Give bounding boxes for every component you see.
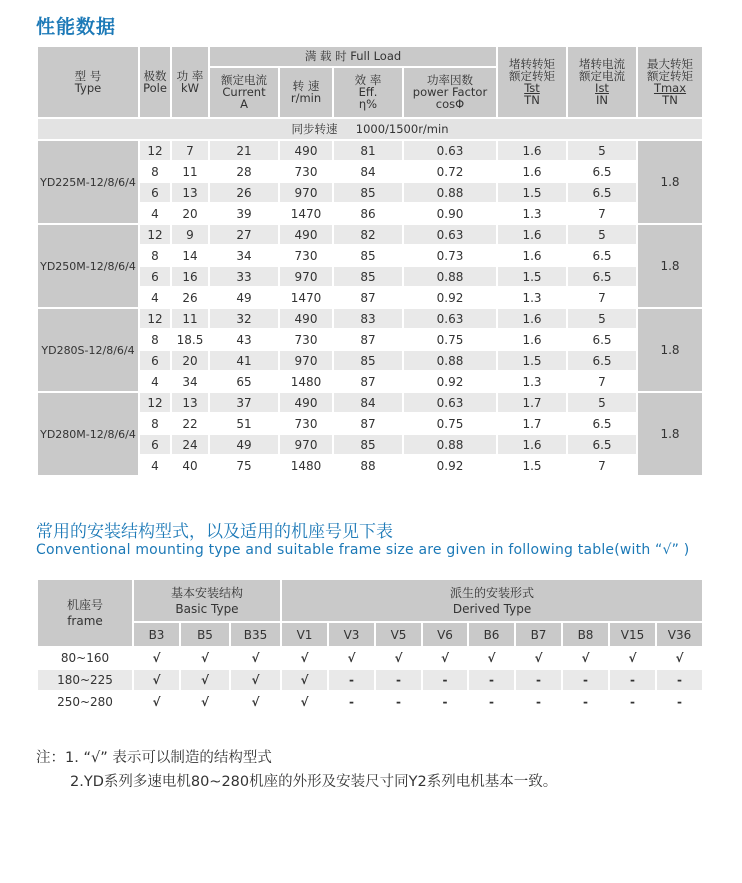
- header-frame: 机座号 frame: [37, 579, 133, 647]
- kw-cell: 20: [171, 203, 209, 224]
- speed-cell: 970: [279, 266, 333, 287]
- eff-cell: 84: [333, 392, 403, 413]
- col-header-v5: V5: [375, 622, 422, 647]
- header-basic-type: 基本安装结构 Basic Type: [133, 579, 281, 622]
- mount-value-cell: √: [281, 691, 328, 713]
- kw-cell: 22: [171, 413, 209, 434]
- mount-value-cell: √: [133, 691, 180, 713]
- col-header-v3: V3: [328, 622, 375, 647]
- mount-value-cell: -: [328, 669, 375, 691]
- tst-cell: 1.6: [497, 224, 567, 245]
- model-cell: YD250M-12/8/6/4: [37, 224, 139, 308]
- tst-cell: 1.7: [497, 392, 567, 413]
- col-header-v6: V6: [422, 622, 468, 647]
- kw-cell: 14: [171, 245, 209, 266]
- pole-cell: 12: [139, 224, 171, 245]
- eff-cell: 87: [333, 329, 403, 350]
- eff-cell: 81: [333, 140, 403, 161]
- pf-cell: 0.72: [403, 161, 497, 182]
- mount-value-cell: -: [515, 691, 562, 713]
- mount-value-cell: √: [281, 669, 328, 691]
- pf-cell: 0.92: [403, 371, 497, 392]
- mount-value-cell: -: [422, 691, 468, 713]
- pf-cell: 0.63: [403, 224, 497, 245]
- kw-cell: 16: [171, 266, 209, 287]
- col-header-b6: B6: [468, 622, 515, 647]
- ist-cell: 5: [567, 140, 637, 161]
- speed-cell: 970: [279, 350, 333, 371]
- kw-cell: 9: [171, 224, 209, 245]
- current-cell: 21: [209, 140, 279, 161]
- tst-cell: 1.6: [497, 308, 567, 329]
- ist-cell: 7: [567, 455, 637, 476]
- kw-cell: 40: [171, 455, 209, 476]
- pole-cell: 4: [139, 455, 171, 476]
- mount-value-cell: √: [468, 647, 515, 669]
- kw-cell: 11: [171, 161, 209, 182]
- frame-cell: 180~225: [37, 669, 133, 691]
- current-cell: 75: [209, 455, 279, 476]
- mount-value-cell: √: [609, 647, 656, 669]
- eff-cell: 83: [333, 308, 403, 329]
- mount-value-cell: √: [562, 647, 609, 669]
- col-header-b5: B5: [180, 622, 230, 647]
- tst-cell: 1.5: [497, 350, 567, 371]
- current-cell: 34: [209, 245, 279, 266]
- mount-value-cell: √: [328, 647, 375, 669]
- mount-value-cell: -: [609, 669, 656, 691]
- table-row: [37, 392, 703, 413]
- pole-cell: 6: [139, 350, 171, 371]
- current-cell: 37: [209, 392, 279, 413]
- eff-cell: 85: [333, 350, 403, 371]
- mount-value-cell: -: [562, 691, 609, 713]
- current-cell: 27: [209, 224, 279, 245]
- mount-value-cell: √: [180, 691, 230, 713]
- mount-value-cell: √: [375, 647, 422, 669]
- tst-cell: 1.6: [497, 434, 567, 455]
- pf-cell: 0.63: [403, 392, 497, 413]
- ist-cell: 5: [567, 392, 637, 413]
- pole-cell: 6: [139, 182, 171, 203]
- pf-cell: 0.63: [403, 308, 497, 329]
- ist-cell: 5: [567, 308, 637, 329]
- speed-cell: 970: [279, 434, 333, 455]
- table-row: [37, 691, 703, 713]
- current-cell: 39: [209, 203, 279, 224]
- pole-cell: 4: [139, 371, 171, 392]
- current-cell: 49: [209, 434, 279, 455]
- mount-value-cell: √: [230, 691, 281, 713]
- mount-value-cell: -: [656, 691, 703, 713]
- kw-cell: 13: [171, 392, 209, 413]
- kw-cell: 11: [171, 308, 209, 329]
- speed-cell: 1470: [279, 203, 333, 224]
- mount-value-cell: -: [375, 691, 422, 713]
- current-cell: 43: [209, 329, 279, 350]
- speed-cell: 490: [279, 224, 333, 245]
- eff-cell: 87: [333, 371, 403, 392]
- header-tmax: 最大转矩 额定转矩 Tmax TN: [637, 46, 703, 118]
- ist-cell: 6.5: [567, 329, 637, 350]
- speed-cell: 730: [279, 161, 333, 182]
- ist-cell: 5: [567, 224, 637, 245]
- tst-cell: 1.5: [497, 182, 567, 203]
- mount-value-cell: √: [230, 669, 281, 691]
- mounting-table: [36, 578, 704, 714]
- pole-cell: 8: [139, 413, 171, 434]
- header-kw: 功 率 kW: [171, 46, 209, 118]
- eff-cell: 87: [333, 413, 403, 434]
- header-pole: 极数 Pole: [139, 46, 171, 118]
- pf-cell: 0.88: [403, 266, 497, 287]
- notes: [36, 746, 557, 794]
- ist-cell: 7: [567, 287, 637, 308]
- current-cell: 65: [209, 371, 279, 392]
- mount-value-cell: √: [133, 647, 180, 669]
- header-current: 额定电流 Current A: [209, 67, 279, 118]
- current-cell: 28: [209, 161, 279, 182]
- mount-value-cell: √: [281, 647, 328, 669]
- mounting-title: 常用的安装结构型式，以及适用的机座号见下表: [36, 522, 393, 542]
- pf-cell: 0.88: [403, 434, 497, 455]
- pf-cell: 0.90: [403, 203, 497, 224]
- table-row: [37, 308, 703, 329]
- speed-cell: 730: [279, 245, 333, 266]
- section-title: 性能数据: [36, 16, 117, 38]
- ist-cell: 6.5: [567, 266, 637, 287]
- col-header-b35: B35: [230, 622, 281, 647]
- tst-cell: 1.7: [497, 413, 567, 434]
- ist-cell: 6.5: [567, 350, 637, 371]
- mount-value-cell: √: [133, 669, 180, 691]
- speed-cell: 1480: [279, 371, 333, 392]
- ist-cell: 6.5: [567, 161, 637, 182]
- eff-cell: 86: [333, 203, 403, 224]
- tst-cell: 1.5: [497, 266, 567, 287]
- tst-cell: 1.3: [497, 287, 567, 308]
- tst-cell: 1.3: [497, 203, 567, 224]
- mount-value-cell: √: [515, 647, 562, 669]
- col-header-v36: V36: [656, 622, 703, 647]
- speed-cell: 490: [279, 392, 333, 413]
- header-full-load: 满 载 时 Full Load: [209, 46, 497, 67]
- kw-cell: 7: [171, 140, 209, 161]
- pole-cell: 12: [139, 140, 171, 161]
- mount-value-cell: -: [468, 691, 515, 713]
- kw-cell: 34: [171, 371, 209, 392]
- speed-cell: 1480: [279, 455, 333, 476]
- kw-cell: 26: [171, 287, 209, 308]
- kw-cell: 24: [171, 434, 209, 455]
- mount-value-cell: -: [468, 669, 515, 691]
- header-ist: 堵转电流 额定电流 Ist IN: [567, 46, 637, 118]
- speed-cell: 1470: [279, 287, 333, 308]
- speed-cell: 490: [279, 140, 333, 161]
- mount-value-cell: √: [180, 669, 230, 691]
- model-cell: YD225M-12/8/6/4: [37, 140, 139, 224]
- pf-cell: 0.73: [403, 245, 497, 266]
- mount-value-cell: -: [609, 691, 656, 713]
- tst-cell: 1.6: [497, 140, 567, 161]
- mount-value-cell: √: [656, 647, 703, 669]
- current-cell: 41: [209, 350, 279, 371]
- pole-cell: 4: [139, 287, 171, 308]
- pole-cell: 8: [139, 161, 171, 182]
- col-header-b7: B7: [515, 622, 562, 647]
- header-speed: 转 速 r/min: [279, 67, 333, 118]
- mount-value-cell: √: [230, 647, 281, 669]
- model-cell: YD280S-12/8/6/4: [37, 308, 139, 392]
- pf-cell: 0.75: [403, 413, 497, 434]
- note-2: 2.YD系列多速电机80~280机座的外形及安装尺寸同Y2系列电机基本一致。: [70, 774, 558, 790]
- tmax-cell: 1.8: [637, 140, 703, 224]
- sync-speed-value: 1000/1500r/min: [355, 122, 449, 136]
- pole-cell: 12: [139, 392, 171, 413]
- eff-cell: 88: [333, 455, 403, 476]
- current-cell: 26: [209, 182, 279, 203]
- model-cell: YD280M-12/8/6/4: [37, 392, 139, 476]
- pole-cell: 6: [139, 434, 171, 455]
- table-row: [37, 669, 703, 691]
- pole-cell: 8: [139, 329, 171, 350]
- sync-speed-row: [37, 118, 703, 140]
- current-cell: 49: [209, 287, 279, 308]
- sync-speed-label: 同步转速: [291, 122, 338, 136]
- col-header-v15: V15: [609, 622, 656, 647]
- pf-cell: 0.92: [403, 287, 497, 308]
- pf-cell: 0.88: [403, 182, 497, 203]
- speed-cell: 490: [279, 308, 333, 329]
- ist-cell: 6.5: [567, 434, 637, 455]
- eff-cell: 82: [333, 224, 403, 245]
- header-tst: 堵转转矩 额定转矩 Tst TN: [497, 46, 567, 118]
- ist-cell: 6.5: [567, 245, 637, 266]
- frame-cell: 80~160: [37, 647, 133, 669]
- pole-cell: 8: [139, 245, 171, 266]
- speed-cell: 730: [279, 413, 333, 434]
- ist-cell: 7: [567, 371, 637, 392]
- eff-cell: 85: [333, 266, 403, 287]
- pf-cell: 0.92: [403, 455, 497, 476]
- mount-value-cell: -: [375, 669, 422, 691]
- table-row: [37, 647, 703, 669]
- mount-value-cell: -: [562, 669, 609, 691]
- ist-cell: 7: [567, 203, 637, 224]
- mount-value-cell: -: [422, 669, 468, 691]
- eff-cell: 84: [333, 161, 403, 182]
- header-eff: 效 率 Eff. η%: [333, 67, 403, 118]
- tmax-cell: 1.8: [637, 392, 703, 476]
- tmax-cell: 1.8: [637, 308, 703, 392]
- mount-value-cell: -: [328, 691, 375, 713]
- mount-value-cell: -: [656, 669, 703, 691]
- eff-cell: 85: [333, 434, 403, 455]
- mount-value-cell: -: [515, 669, 562, 691]
- pf-cell: 0.88: [403, 350, 497, 371]
- pf-cell: 0.75: [403, 329, 497, 350]
- speed-cell: 730: [279, 329, 333, 350]
- eff-cell: 85: [333, 245, 403, 266]
- current-cell: 51: [209, 413, 279, 434]
- kw-cell: 20: [171, 350, 209, 371]
- kw-cell: 18.5: [171, 329, 209, 350]
- pole-cell: 12: [139, 308, 171, 329]
- current-cell: 33: [209, 266, 279, 287]
- pf-cell: 0.63: [403, 140, 497, 161]
- table-row: [37, 140, 703, 161]
- col-header-b3: B3: [133, 622, 180, 647]
- tmax-cell: 1.8: [637, 224, 703, 308]
- frame-cell: 250~280: [37, 691, 133, 713]
- note-1: 注：1. “√” 表示可以制造的结构型式: [36, 750, 272, 766]
- ist-cell: 6.5: [567, 182, 637, 203]
- header-power-factor: 功率因数 power Factor cosΦ: [403, 67, 497, 118]
- ist-cell: 6.5: [567, 413, 637, 434]
- current-cell: 32: [209, 308, 279, 329]
- speed-cell: 970: [279, 182, 333, 203]
- header-model: 型 号 Type: [37, 46, 139, 118]
- tst-cell: 1.6: [497, 245, 567, 266]
- col-header-b8: B8: [562, 622, 609, 647]
- header-derived-type: 派生的安装形式 Derived Type: [281, 579, 703, 622]
- table-row: [37, 224, 703, 245]
- tst-cell: 1.5: [497, 455, 567, 476]
- eff-cell: 87: [333, 287, 403, 308]
- col-header-v1: V1: [281, 622, 328, 647]
- pole-cell: 6: [139, 266, 171, 287]
- mounting-subtitle: Conventional mounting type and suitable frame size are given in following table(with “√” ): [36, 542, 690, 558]
- mount-value-cell: √: [180, 647, 230, 669]
- tst-cell: 1.6: [497, 161, 567, 182]
- tst-cell: 1.3: [497, 371, 567, 392]
- eff-cell: 85: [333, 182, 403, 203]
- kw-cell: 13: [171, 182, 209, 203]
- tst-cell: 1.6: [497, 329, 567, 350]
- mount-value-cell: √: [422, 647, 468, 669]
- performance-table: [36, 45, 704, 477]
- pole-cell: 4: [139, 203, 171, 224]
